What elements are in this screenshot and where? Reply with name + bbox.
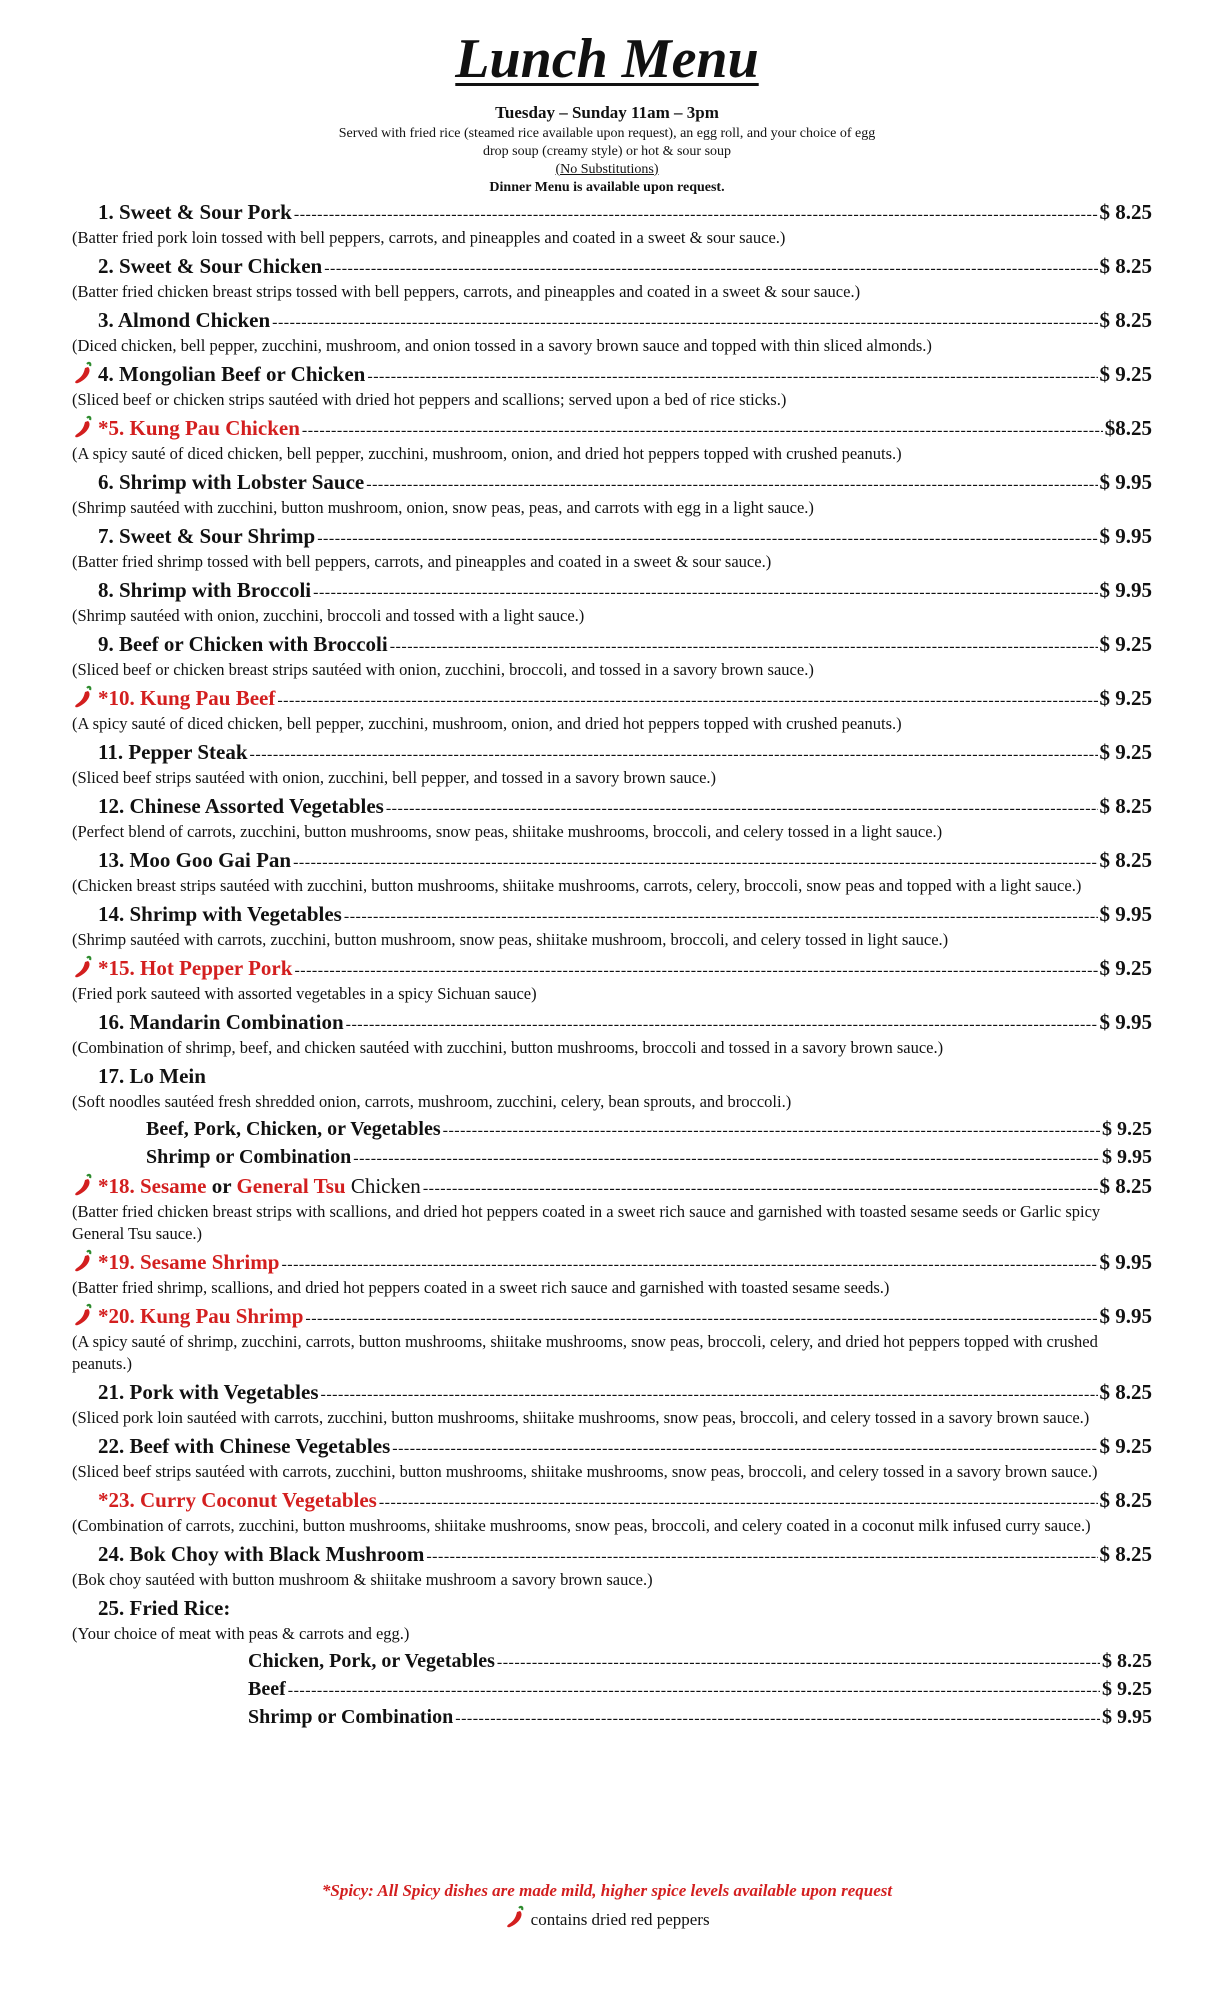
menu-item [72, 1485, 1152, 1537]
item-price: $ 8.25 [1099, 200, 1152, 224]
menu-item [72, 521, 1152, 573]
item-price: $ 9.25 [1099, 686, 1152, 710]
option-price: $ 9.25 [1102, 1118, 1152, 1140]
item-price: $ 8.25 [1099, 1542, 1152, 1566]
item-name: 11. Pepper Steak [98, 740, 248, 764]
option-name: Chicken, Pork, or Vegetables [248, 1650, 495, 1672]
item-name: *20. Kung Pau Shrimp [98, 1304, 304, 1328]
item-name: *15. Hot Pepper Pork [98, 956, 293, 980]
item-price: $ 9.95 [1099, 524, 1152, 548]
leader-dots [392, 1434, 1097, 1464]
item-description: (Shrimp sautéed with zucchini, button mushroom, onion, snow peas, peas, and carrots with egg in a light sauce.) [72, 498, 814, 517]
item-price: $ 9.25 [1099, 1434, 1152, 1458]
item-name [98, 1171, 421, 1201]
item-description: (Diced chicken, bell pepper, zucchini, mushroom, and onion tossed in a savory brown sauce and topped with thin sliced almonds.) [72, 336, 932, 355]
item-name: *19. Sesame Shrimp [98, 1250, 280, 1274]
item-name: 17. Lo Mein [98, 1064, 206, 1088]
item-price: $ 8.25 [1099, 1488, 1152, 1512]
chili-pepper-icon [72, 359, 98, 389]
option-price: $ 9.95 [1102, 1146, 1152, 1168]
item-name: 14. Shrimp with Vegetables [98, 902, 342, 926]
leader-dots [386, 794, 1098, 824]
option-price: $ 8.25 [1102, 1650, 1152, 1672]
option-name: Beef [248, 1678, 286, 1700]
chili-pepper-icon [72, 413, 98, 443]
item-description: (Batter fried pork loin tossed with bell peppers, carrots, and pineapples and coated in a sweet & sour sauce.) [72, 228, 786, 247]
dinner-menu-note: Dinner Menu is available upon request. [489, 179, 725, 195]
item-description: (Chicken breast strips sautéed with zucchini, button mushrooms, shiitake mushrooms, carrots, celery, broccoli, snow peas and topped with a light sauce.) [72, 876, 1082, 895]
menu-item [72, 359, 1152, 411]
item-name: *23. Curry Coconut Vegetables [98, 1488, 377, 1512]
no-substitutions-text: (No Substitutions) [555, 161, 659, 177]
chili-pepper-icon [72, 1247, 98, 1277]
leader-dots [455, 1705, 1100, 1733]
pepper-legend [0, 1905, 1214, 1930]
menu-items [72, 197, 1152, 1731]
leader-dots [497, 1649, 1100, 1677]
leader-dots [390, 632, 1098, 662]
spicy-note: *Spicy: All Spicy dishes are made mild, higher spice levels available upon request [321, 1881, 893, 1900]
menu-item [72, 467, 1152, 519]
item-description: (Fried pork sauteed with assorted vegetables in a spicy Sichuan sauce) [72, 984, 537, 1003]
item-description: (Sliced beef or chicken strips sautéed with dried hot peppers and scallions; served upon a bed of rice sticks.) [72, 390, 787, 409]
item-description: (Sliced beef strips sautéed with onion, zucchini, bell pepper, and tossed in a savory brown sauce.) [72, 768, 717, 787]
leader-dots [379, 1488, 1098, 1518]
leader-dots [366, 470, 1097, 500]
menu-item [72, 845, 1152, 897]
item-name: 13. Moo Goo Gai Pan [98, 848, 292, 872]
item-name: 4. Mongolian Beef or Chicken [98, 362, 366, 386]
item-description: (Batter fried shrimp tossed with bell peppers, carrots, and pineapples and coated in a sweet & sour sauce.) [72, 552, 772, 571]
item-name: *10. Kung Pau Beef [98, 686, 276, 710]
item-name: 1. Sweet & Sour Pork [98, 200, 292, 224]
leader-dots [423, 1174, 1098, 1204]
leader-dots [321, 1380, 1098, 1410]
item-price: $ 9.95 [1099, 902, 1152, 926]
option-price: $ 9.25 [1102, 1678, 1152, 1700]
leader-dots [250, 740, 1098, 770]
menu-item [72, 899, 1152, 951]
menu-item [72, 791, 1152, 843]
menu-item [72, 737, 1152, 789]
menu-item [72, 953, 1152, 1005]
item-price: $ 9.25 [1099, 740, 1152, 764]
item-description: (Shrimp sautéed with carrots, zucchini, button mushroom, snow peas, shiitake mushroom, broccoli, and celery tossed in light sauce.) [72, 930, 949, 949]
item-name: 7. Sweet & Sour Shrimp [98, 524, 316, 548]
menu-item [72, 1377, 1152, 1429]
item-description: (Combination of shrimp, beef, and chicken sautéed with zucchini, button mushrooms, broccoli and tossed in a savory brown sauce.) [72, 1038, 944, 1057]
menu-item [72, 1007, 1152, 1059]
chili-pepper-icon [72, 683, 98, 713]
chili-pepper-icon [72, 953, 98, 983]
option-name: Beef, Pork, Chicken, or Vegetables [146, 1118, 441, 1140]
option-name: Shrimp or Combination [146, 1146, 352, 1168]
item-price: $ 8.25 [1099, 1174, 1152, 1198]
item-options [72, 1647, 1152, 1731]
leader-dots [288, 1677, 1100, 1705]
menu-item [72, 413, 1152, 465]
item-name: 2. Sweet & Sour Chicken [98, 254, 323, 278]
menu-item [72, 1301, 1152, 1375]
hours-text: Tuesday – Sunday 11am – 3pm [495, 102, 719, 122]
chili-pepper-icon [72, 1171, 98, 1201]
item-description: (Perfect blend of carrots, zucchini, button mushrooms, snow peas, shiitake mushrooms, broccoli, and celery tossed in a light sauce.) [72, 822, 943, 841]
leader-dots [443, 1117, 1100, 1145]
item-price: $8.25 [1104, 416, 1152, 440]
item-price: $ 9.95 [1099, 1010, 1152, 1034]
menu-item [72, 305, 1152, 357]
item-name: *5. Kung Pau Chicken [98, 416, 300, 440]
item-price: $ 8.25 [1099, 1380, 1152, 1404]
item-price: $ 9.95 [1099, 470, 1152, 494]
menu-item [72, 1247, 1152, 1299]
menu-item [72, 1593, 1152, 1731]
item-name: 3. Almond Chicken [98, 308, 271, 332]
leader-dots [317, 524, 1097, 554]
item-price: $ 8.25 [1099, 254, 1152, 278]
item-price: $ 9.25 [1099, 632, 1152, 656]
served-with-text: Served with fried rice (steamed rice available upon request), an egg roll, and your choice of egg drop soup (creamy style) or hot & sour soup [338, 125, 876, 159]
item-name: 21. Pork with Vegetables [98, 1380, 319, 1404]
item-name: 8. Shrimp with Broccoli [98, 578, 312, 602]
leader-dots [346, 1010, 1098, 1040]
leader-dots [353, 1145, 1100, 1173]
leader-dots [324, 254, 1097, 284]
menu-item [72, 251, 1152, 303]
leader-dots [367, 362, 1097, 392]
chili-pepper-icon [72, 1301, 98, 1331]
leader-dots [277, 686, 1097, 716]
item-price: $ 9.95 [1099, 1250, 1152, 1274]
item-options [72, 1115, 1152, 1171]
menu-item [72, 629, 1152, 681]
leader-dots [272, 308, 1097, 338]
item-price: $ 9.25 [1099, 956, 1152, 980]
chili-pepper-icon [504, 1910, 526, 1929]
item-name-part: Chicken [345, 1174, 421, 1198]
leader-dots [302, 416, 1103, 446]
menu-item [72, 1061, 1152, 1171]
item-price: $ 9.25 [1099, 362, 1152, 386]
item-name: 9. Beef or Chicken with Broccoli [98, 632, 388, 656]
item-description: (Shrimp sautéed with onion, zucchini, broccoli and tossed with a light sauce.) [72, 606, 585, 625]
menu-item [72, 1431, 1152, 1483]
leader-dots [426, 1542, 1097, 1572]
item-description: (Soft noodles sautéed fresh shredded onion, carrots, mushroom, zucchini, celery, bean sprouts, and broccoli.) [72, 1092, 792, 1111]
item-price: $ 8.25 [1099, 794, 1152, 818]
item-description: (Your choice of meat with peas & carrots and egg.) [72, 1624, 410, 1643]
menu-item [72, 1171, 1152, 1245]
item-description: (Sliced beef strips sautéed with carrots, zucchini, button mushrooms, shiitake mushrooms, snow peas, broccoli, and celery tossed in a savory brown sauce.) [72, 1462, 1098, 1481]
item-description: (Combination of carrots, zucchini, button mushrooms, shiitake mushrooms, snow peas, broccoli, and celery coated in a coconut milk infused curry sauce.) [72, 1516, 1091, 1535]
leader-dots [281, 1250, 1097, 1280]
option-name: Shrimp or Combination [248, 1706, 454, 1728]
item-price: $ 9.95 [1099, 578, 1152, 602]
option-price: $ 9.95 [1102, 1706, 1152, 1728]
menu-header [0, 0, 1214, 197]
item-name: 22. Beef with Chinese Vegetables [98, 1434, 391, 1458]
item-description: (A spicy sauté of diced chicken, bell pepper, zucchini, mushroom, onion, and dried hot peppers topped with crushed peanuts.) [72, 444, 902, 463]
item-description: (Batter fried shrimp, scallions, and dried hot peppers coated in a sweet rich sauce and garnished with toasted sesame seeds.) [72, 1278, 890, 1297]
leader-dots [294, 956, 1097, 986]
item-name-part: or [206, 1174, 237, 1198]
menu-item [72, 575, 1152, 627]
item-name: 24. Bok Choy with Black Mushroom [98, 1542, 425, 1566]
leader-dots [294, 200, 1098, 230]
item-description: (Sliced pork loin sautéed with carrots, zucchini, button mushrooms, shiitake mushrooms, snow peas, broccoli, and celery tossed in a savory brown sauce.) [72, 1408, 1090, 1427]
item-name-part: General Tsu [236, 1174, 346, 1198]
menu-item [72, 683, 1152, 735]
leader-dots [344, 902, 1098, 932]
item-name: 25. Fried Rice: [98, 1596, 231, 1620]
leader-dots [293, 848, 1097, 878]
menu-item [72, 197, 1152, 249]
item-description: (A spicy sauté of shrimp, zucchini, carrots, button mushrooms, shiitake mushrooms, snow peas, broccoli, celery, and dried hot peppers topped with crushed peanuts.) [72, 1332, 1098, 1373]
item-price: $ 8.25 [1099, 848, 1152, 872]
item-name: 16. Mandarin Combination [98, 1010, 344, 1034]
item-description: (Bok choy sautéed with button mushroom & shiitake mushroom a savory brown sauce.) [72, 1570, 653, 1589]
page-title: Lunch Menu [455, 28, 759, 90]
legend-text: contains dried red peppers [530, 1910, 710, 1929]
menu-footer [0, 1881, 1214, 1930]
item-description: (Batter fried chicken breast strips tossed with bell peppers, carrots, and pineapples and coated in a sweet & sour sauce.) [72, 282, 861, 301]
menu-item [72, 1539, 1152, 1591]
item-description: (Sliced beef or chicken breast strips sautéed with onion, zucchini, broccoli, and tossed in a savory brown sauce.) [72, 660, 814, 679]
item-description: (A spicy sauté of diced chicken, bell pepper, zucchini, mushroom, onion, and dried hot peppers topped with crushed peanuts.) [72, 714, 902, 733]
item-price: $ 8.25 [1099, 308, 1152, 332]
item-price: $ 9.95 [1099, 1304, 1152, 1328]
leader-dots [305, 1304, 1097, 1334]
item-name-part: *18. Sesame [98, 1174, 207, 1198]
item-name: 6. Shrimp with Lobster Sauce [98, 470, 365, 494]
leader-dots [313, 578, 1097, 608]
item-name: 12. Chinese Assorted Vegetables [98, 794, 384, 818]
item-description: (Batter fried chicken breast strips with scallions, and dried hot peppers coated in a sweet rich sauce and garnished with toasted sesame seeds or Garlic spicy General Tsu sauce.) [72, 1202, 1101, 1243]
